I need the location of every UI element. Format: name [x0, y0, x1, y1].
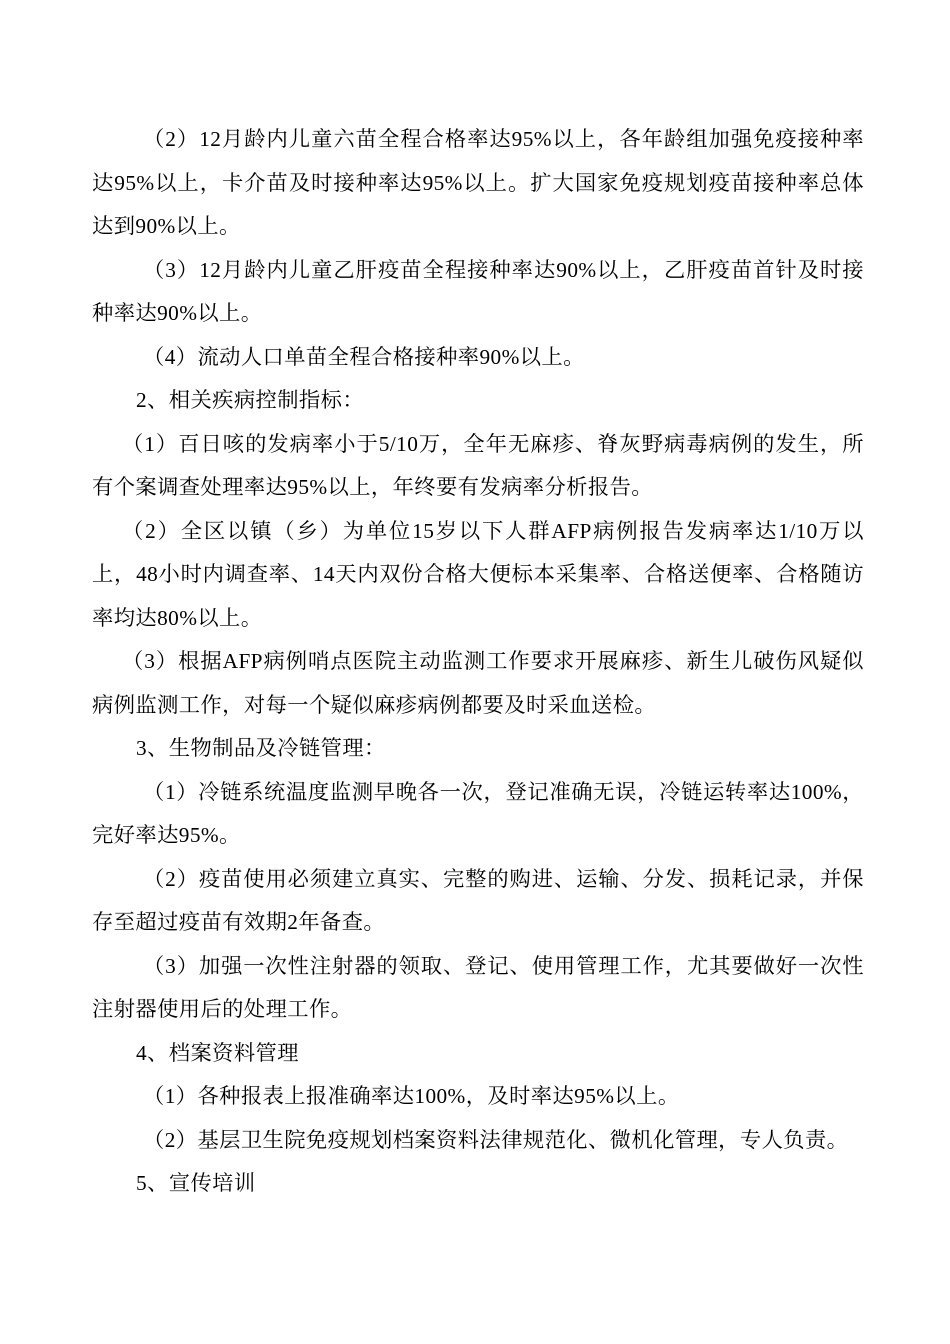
section-heading-archives: 4、档案资料管理 — [136, 1040, 299, 1065]
paragraph-hepatitis-b-coverage: （3）12月龄内儿童乙肝疫苗全程接种率达90%以上，乙肝疫苗首针及时接种率达90%以上。 — [92, 257, 864, 325]
section-heading-cold-chain: 3、生物制品及冷链管理： — [136, 736, 386, 760]
paragraph-pertussis-rate: （1）百日咳的发病率小于5/10万，全年无麻疹、脊灰野病毒病例的发生，所有个案调查处理率达95%以上，年终要有发病率分析报告。 — [92, 431, 864, 499]
paragraph-sentinel-monitoring: （3）根据AFP病例哨点医院主动监测工作要求开展麻疹、新生儿破伤风疑似病例监测工作，对每一个疑似麻疹病例都要及时采血送检。 — [92, 649, 864, 717]
document-page — [92, 118, 864, 1206]
paragraph-archive-standardization: （2）基层卫生院免疫规划档案资料法律规范化、微机化管理，专人负责。 — [143, 1127, 849, 1152]
section-heading-publicity-training: 5、宣传培训 — [136, 1171, 256, 1195]
section-heading-disease-control: 2、相关疾病控制指标： — [136, 388, 365, 412]
paragraph-report-accuracy: （1）各种报表上报准确率达100%，及时率达95%以上。 — [143, 1084, 680, 1108]
paragraph-syringe-management: （3）加强一次性注射器的领取、登记、使用管理工作，尤其要做好一次性注射器使用后的处理工作。 — [92, 953, 864, 1021]
paragraph-vaccine-records: （2）疫苗使用必须建立真实、完整的购进、运输、分发、损耗记录，并保存至超过疫苗有效期2年备查。 — [92, 866, 864, 934]
paragraph-temperature-monitoring: （1）冷链系统温度监测早晚各一次，登记准确无误，冷链运转率达100%，完好率达95%。 — [92, 779, 864, 847]
paragraph-vaccination-coverage: （2）12月龄内儿童六苗全程合格率达95%以上，各年龄组加强免疫接种率达95%以上，卡介苗及时接种率达95%以上。扩大国家免疫规划疫苗接种率总体达到90%以上。 — [92, 127, 864, 238]
paragraph-afp-reporting: （2）全区以镇（乡）为单位15岁以下人群AFP病例报告发病率达1/10万以上，48小时内调查率、14天内双份合格大便标本采集率、合格送便率、合格随访率均达80%以上。 — [92, 518, 864, 630]
paragraph-floating-population: （4）流动人口单苗全程合格接种率90%以上。 — [143, 344, 585, 369]
